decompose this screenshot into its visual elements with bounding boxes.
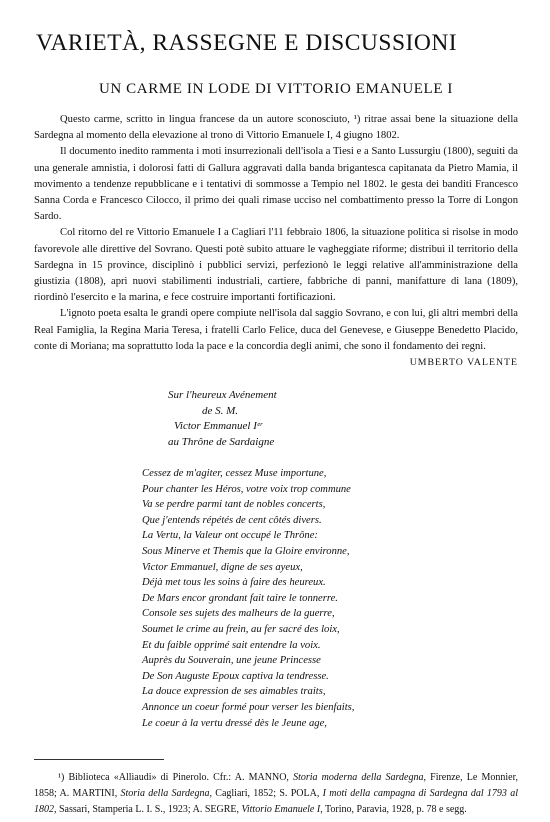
footnote-divider: [34, 759, 164, 760]
journal-page: [34, 30, 518, 815]
article-title: UN CARME IN LODE DI VITTORIO EMANUELE I: [98, 81, 454, 97]
poem-line: Cessez de m'agiter, cessez Muse importune,: [142, 468, 327, 480]
poem-heading: [168, 388, 518, 450]
section-heading: VARIETÀ, RASSEGNE E DISCUSSIONI: [36, 30, 458, 56]
introduction: [34, 112, 518, 355]
poem-line: Soumet le crime au frein, au fer sacré des loix,: [142, 623, 340, 635]
poem-line: Sous Minerve et Themis que la Gloire environne,: [142, 546, 350, 558]
poem-line: Victor Emmanuel, digne de ses ayeux,: [142, 561, 303, 573]
footnote-title: Storia della Sardegna: [120, 787, 210, 799]
footnote-marker: ¹): [58, 772, 65, 783]
poem-heading-line: au Thrône de Sardaigne: [168, 435, 275, 448]
footnote-title: I moti della campagna di Sardegna dal 1793 al 1802: [34, 787, 518, 815]
poem-heading-line: de S. M.: [202, 404, 239, 417]
poem-line: Et du faible opprimé sait entendre la voix.: [142, 639, 321, 651]
footnote-text: , Sassari, Stamperia L. I. S., 1923; A. SEGRE,: [54, 803, 242, 815]
paragraph: Il documento inedito rammenta i moti insurrezionali dell'isola a Tiesi e a Santo Lussurgiu (1800), seguiti da una generale amnistia, i dolorosi fatti di Gallura aggravati dalla banda brigantesca capitanata da Pietro Mamia, il movimento a tendenze repubblicane e i tentativi di sommosse a Tempio nel 1802. le gesta dei banditi Francesco Sanna Corda e Francesco Cilocco, il primo dei quali rimase ucciso nel combattimento presso la Torre di Longon Sardo.: [34, 146, 518, 223]
poem: [142, 466, 518, 731]
poem-line: Auprès du Souverain, une jeune Princesse: [142, 655, 321, 667]
author-signature: UMBERTO VALENTE: [409, 357, 518, 369]
poem-line: Va se perdre parmi tant de nobles concerts,: [142, 499, 326, 511]
footnote-text: Biblioteca «Allìaudi» di Pinerolo. Cfr.: A. MANNO,: [68, 772, 294, 783]
poem-line: La Vertu, la Valeur ont occupé le Thrône:: [142, 530, 318, 542]
poem-line: Que j'entends répétés de cent côtés divers.: [142, 514, 322, 526]
poem-line: De Mars encor grondant fait taire le tonnerre.: [142, 592, 338, 604]
poem-heading-line: Sur l'heureux Avénement: [168, 389, 277, 402]
poem-line: Le coeur à la vertu dressé dès le Jeune age,: [142, 717, 327, 729]
footnote-text: , Firenze, Le Monnier, 1858; A. MARTINI,: [34, 772, 518, 799]
footnote-title: Storia moderna della Sardegna: [293, 772, 424, 783]
paragraph: Questo carme, scritto in lingua francese da un autore sconosciuto, ¹) ritrae assai bene la situazione della Sardegna al momento della elevazione al trono di Vittorio Emanuele I, 4 giugno 1802.: [34, 114, 518, 142]
footnote-text: , Cagliari, 1852; S. POLA,: [209, 787, 323, 799]
footnote-title: Vittorio Emanuele I: [241, 803, 321, 815]
footnote-text: , Torino, Paravia, 1928, p. 78 e segg.: [320, 803, 467, 815]
paragraph: Col ritorno del re Vittorio Emanuele I a Cagliari l'11 febbraio 1806, la situazione politica si risolse in modo favorevole alle direttive del Sovrano. Questi potè subito attuare le vagheggiate riforme; distribuì il territorio della Sardegna in 15 province, disciplinò i pubblici servizi, perfezionò le leggi relative all'amministrazione della giustizia (1808), aprì nuovi stabilimenti industriali, cartiere, fabbriche di panni, manifatture di lana (1809), riordinò l'esercito e la marina, e fece costruire importanti fortificazioni.: [34, 227, 518, 304]
poem-line: Déjà met tous les soins à faire des heureux.: [142, 577, 326, 589]
poem-line: Console ses sujets des malheurs de la guerre,: [142, 608, 335, 620]
poem-line: Pour chanter les Héros, votre voix trop commune: [142, 483, 351, 495]
poem-line: De Son Auguste Epoux captiva la tendresse.: [142, 670, 329, 682]
poem-heading-line: Victor Emmanuel Iᵉʳ: [174, 420, 263, 433]
footnote: [34, 770, 518, 817]
paragraph: L'ignoto poeta esalta le grandi opere compiute nell'isola dal saggio Sovrano, e con lui, gli altri membri della Real Famiglia, la Regina Maria Teresa, i fratelli Carlo Felice, duca del Genevese, e Giuseppe Benedetto Placido, conte di Moriana; ma soprattutto loda la pace e la concordia degli animi, che sono il fondamento dei regni.: [34, 308, 518, 352]
poem-line: Annonce un coeur formé pour verser les bienfaits,: [142, 701, 355, 713]
poem-line: La douce expression de ses aimables traits,: [142, 686, 326, 698]
